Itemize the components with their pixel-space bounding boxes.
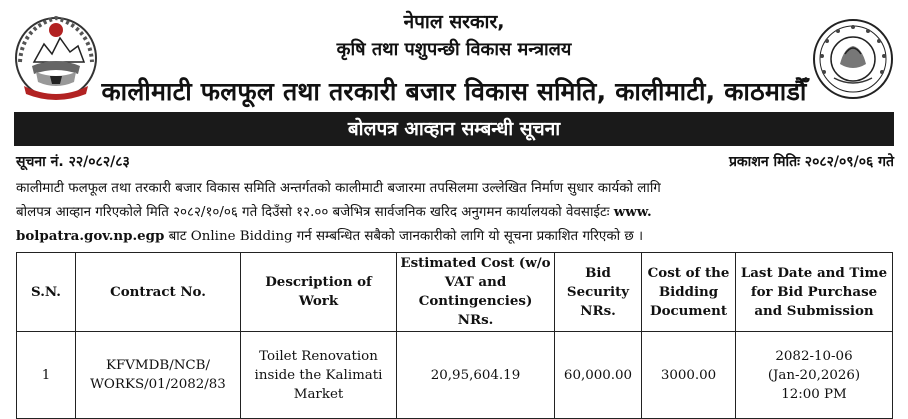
cell-estimated-cost: 20,95,604.19: [397, 332, 555, 419]
table-header-row: [17, 253, 893, 332]
cell-sn: 1: [17, 332, 76, 419]
organization-title: कालीमाटी फलफूल तथा तरकारी बजार विकास समिति, कालीमाटी, काठमाडौँ: [101, 77, 807, 106]
table-row: [17, 332, 893, 419]
header-last-date: Last Date and Time for Bid Purchase and Submission: [736, 253, 893, 332]
ministry-title: कृषि तथा पशुपन्छी विकास मन्त्रालय: [336, 39, 572, 60]
header-sn: S.N.: [17, 253, 76, 332]
notice-header: [0, 0, 908, 112]
last-date-bs: 2082-10-06: [775, 348, 853, 364]
government-title: नेपाल सरकार,: [403, 11, 505, 33]
last-date-ad: (Jan-20,2026): [767, 367, 861, 383]
cell-last-date: [736, 332, 893, 419]
header-contract-no: Contract No.: [76, 253, 241, 332]
published-date: प्रकाशन मितिः २०८२/०९/०६ गते: [728, 154, 894, 170]
cell-doc-cost: 3000.00: [642, 332, 736, 419]
notice-paragraph-line-2: [16, 202, 894, 220]
paragraph-text: कालीमाटी फलफूल तथा तरकारी बजार विकास समिति अन्तर्गतको कालीमाटी बजारमा तपसिलमा उल्लेखित निर्माण सुधार कार्यको लागि: [16, 181, 661, 196]
notice-title-banner: बोलपत्र आव्हान सम्बन्धी सूचना: [14, 112, 894, 146]
paragraph-text: बोलपत्र आव्हान गरिएकोले मिति २०८२/१०/०६ गते दिउँसो १२.०० बजेभित्र सार्वजनिक खरिद अनुगमन कार्यालयको वेवसाईटः: [16, 205, 610, 220]
header-estimated-cost: Estimated Cost (w/o VAT and Contingencies) NRs.: [397, 253, 555, 332]
online-bidding-text: Online Bidding: [190, 229, 293, 244]
notice-number: सूचना नं. २२/०८२/८३: [16, 154, 130, 170]
header-doc-cost: Cost of the Bidding Document: [642, 253, 736, 332]
notice-paragraph-line-3: [16, 226, 894, 244]
notice-paragraph-line-1: [16, 178, 894, 196]
cell-contract-no: KFVMDB/NCB/ WORKS/01/2082/83: [76, 332, 241, 419]
paragraph-text: गर्न सम्बन्धित सबैको जानकारीको लागि यो सूचना प्रकाशित गरिएको छ ।: [292, 229, 644, 244]
header-description: Description of Work: [241, 253, 397, 332]
bid-details-table: [16, 252, 893, 419]
cell-bid-security: 60,000.00: [555, 332, 642, 419]
paragraph-text: बाट: [164, 229, 191, 244]
cell-description: Toilet Renovation inside the Kalimati Market: [241, 332, 397, 419]
last-time: 12:00 PM: [781, 386, 847, 402]
header-bid-security: Bid Security NRs.: [555, 253, 642, 332]
website-link[interactable]: bolpatra.gov.np.egp: [16, 228, 165, 244]
website-link-part[interactable]: www.: [613, 204, 652, 220]
